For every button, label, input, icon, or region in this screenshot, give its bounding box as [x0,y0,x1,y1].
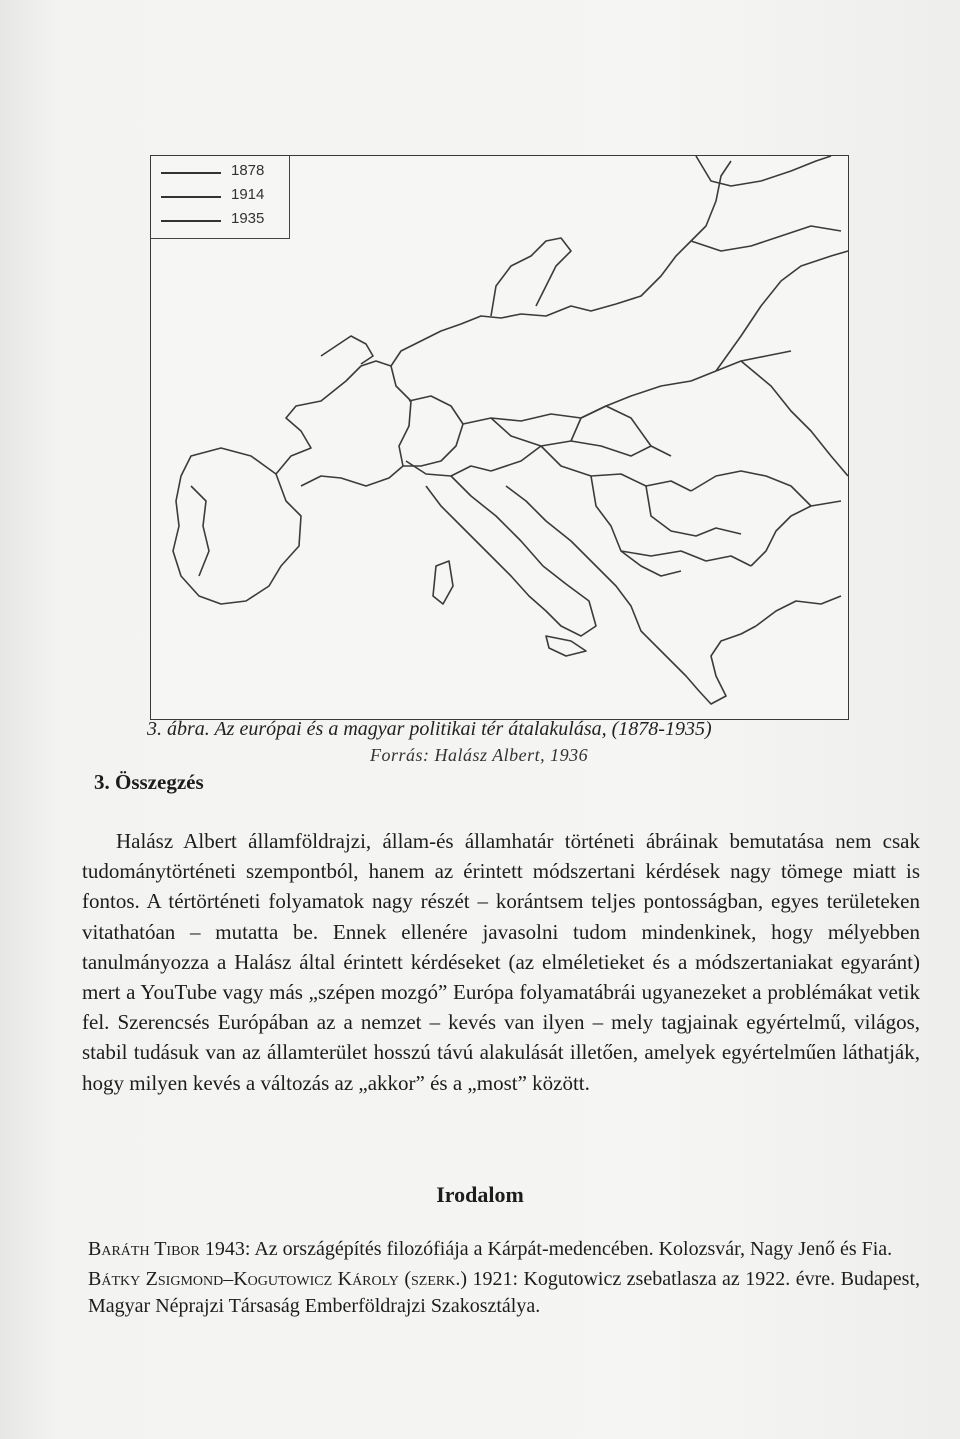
coastline-adriatic [506,486,656,646]
coastline-iberia [173,448,301,604]
reference-item [88,1266,920,1320]
legend-line-1935 [161,220,221,222]
legend-label-1914: 1914 [231,186,265,203]
reference-text: 1921: Kogutowicz zsebatlasza az 1922. évre. Budapest, Magyar Néprajzi Társaság Emberföldrajzi Szakosztálya. [88,1268,920,1317]
border-switzerland [406,461,491,476]
figure-caption [147,718,867,741]
border-portugal [191,486,209,576]
reference-author: Baráth Tibor [88,1238,200,1260]
europe-border-map [151,156,848,719]
border-germany-east [463,406,606,424]
coastline-france [276,361,411,486]
legend-line-1878 [161,172,221,174]
references-list [88,1236,920,1323]
legend-item-1878 [161,162,286,182]
border-balkans-3 [621,551,751,566]
border-czech [571,406,651,446]
border-austria [491,446,541,471]
border-germany-west [403,396,463,466]
border-balkans-1 [591,476,681,576]
legend-item-1935 [161,210,286,230]
border-east-1 [691,226,841,251]
coastline-north-sea [391,304,616,366]
legend-item-1914 [161,186,286,206]
coastline-sicily [546,636,586,656]
coastline-sardinia [433,561,453,604]
border-east-3 [741,361,848,476]
figure-source: Forrás: Halász Albert, 1936 [370,745,589,765]
body-paragraph: Halász Albert államföldrajzi, állam-és államhatár történeti ábráinak bemutatása nem csak tudománytörténeti szempontból, hanem az érintett módszertani kérdések nagy tömege miatt is fontos. A tértörténeti folyamatok nagy részét – korántsem teljes pontosságban, egyes területeken vitathatóan – mutatta be. Ennek ellenére javasolni tudom mindenkinek, hogy mélyebben tanulmányozza a Halász által érintett kérdéseket (az elméletieket és a módszertaniakat egyaránt) mert a YouTube vagy más „szépen mozgó” Európa folyamatábrái ugyanezeket a problémákat vetik fel. Szerencsés Európában az a nemzet – kevés van ilyen – mely tagjainak egyértelmű, világos, stabil tudásuk van az államterület hosszú távú alakulását illetően, amelyek egyértelműen láthatják, hogy milyen kevés a változás az „akkor” és a „most” között. [82,829,920,1095]
legend-line-1914 [161,196,221,198]
references-title: Irodalom [436,1182,524,1207]
legend-label-1878: 1878 [231,162,265,179]
coastline-greece [656,626,756,704]
legend-label-1935: 1935 [231,210,265,227]
figure-caption-text: Az európai és a magyar politikai tér átalakulása, (1878-1935) [214,718,712,740]
coastline-italy [426,476,596,636]
coastline-north [696,156,831,186]
border-balkans-2 [646,486,741,536]
border-hungary-inner [541,446,691,491]
border-poland [606,351,791,406]
coastline-denmark [491,238,571,316]
map-figure [150,155,849,720]
border-turkey [756,596,841,626]
section-title: 3. Összegzés [94,770,204,794]
coastline-black-sea [751,501,841,566]
reference-text: 1943: Az országépítés filozófiája a Kárpát-medencében. Kolozsvár, Nagy Jenő és Fia. [204,1238,893,1260]
reference-author: Bátky Zsigmond–Kogutowicz Károly (szerk.) [88,1268,467,1290]
border-romania [691,471,811,506]
figure-caption-label: 3. ábra. [147,718,210,740]
section-body [82,826,920,1098]
map-legend [151,156,290,239]
coastline-britain [321,336,373,364]
reference-item [88,1236,920,1263]
